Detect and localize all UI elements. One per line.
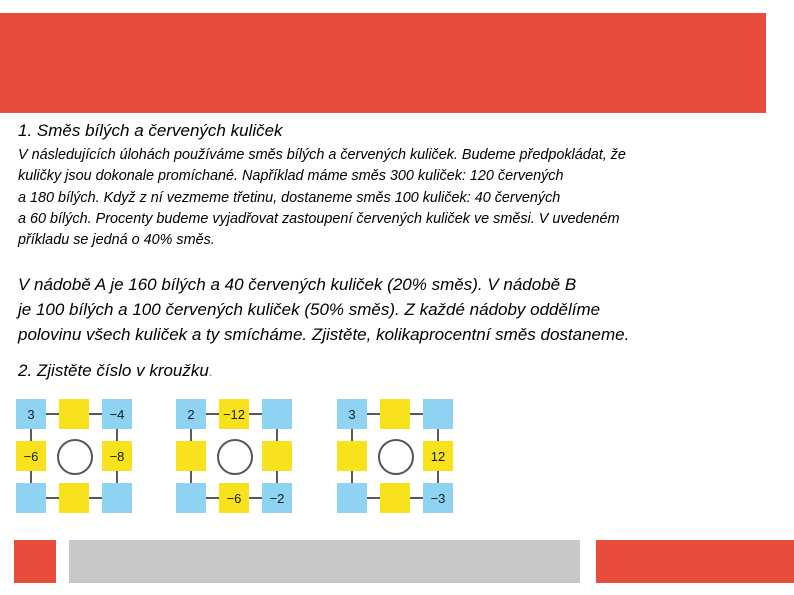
answer-circle[interactable] [57, 439, 93, 475]
footer-red-block-left [14, 540, 56, 583]
cell-bottom-mid [59, 483, 89, 513]
cell-bottom-left [16, 483, 46, 513]
cell-top-left: 3 [16, 399, 46, 429]
cell-bottom-mid: −6 [219, 483, 249, 513]
intro-paragraph [18, 145, 788, 251]
cell-bottom-right [102, 483, 132, 513]
cell-top-right [423, 399, 453, 429]
cell-bottom-right: −3 [423, 483, 453, 513]
cell-mid-right: −8 [102, 441, 132, 471]
section-heading: 1. Směs bílých a červených kuliček [18, 121, 283, 140]
cell-top-mid [59, 399, 89, 429]
intro-line: kuličky jsou dokonale promíchané. Například máme směs 300 kuliček: 120 červených [18, 168, 564, 185]
question-2 [18, 361, 214, 381]
intro-line: V následujících úlohách používáme směs bílých a červených kuliček. Budeme předpokládat, že [18, 147, 626, 163]
answer-circle[interactable] [217, 439, 253, 475]
task-paragraph [18, 272, 788, 347]
number-puzzle-2 [176, 399, 292, 513]
footer-gray-bar [69, 540, 580, 583]
cell-top-left: 2 [176, 399, 206, 429]
answer-circle[interactable] [378, 439, 414, 475]
header-banner [0, 13, 766, 113]
cell-top-right [262, 399, 292, 429]
cell-mid-left [176, 441, 206, 471]
cell-mid-right [262, 441, 292, 471]
cell-bottom-left [337, 483, 367, 513]
intro-line: příkladu se jedná o 40% směs. [18, 232, 215, 249]
footer-red-block-right [596, 540, 794, 583]
intro-line: a 180 bílých. Když z ní vezmeme třetinu, dostaneme směs 100 kuliček: 40 červených [18, 189, 561, 206]
question-2-text: 2. Zjistěte číslo v kroužku [18, 361, 209, 380]
cell-mid-left: −6 [16, 441, 46, 471]
cell-bottom-mid [380, 483, 410, 513]
number-puzzle-3 [337, 399, 453, 513]
cell-bottom-right: −2 [262, 483, 292, 513]
cell-top-mid [380, 399, 410, 429]
task-line: polovinu všech kuliček a ty smícháme. Zjistěte, kolikaprocentní směs dostaneme. [18, 325, 630, 344]
cell-bottom-left [176, 483, 206, 513]
cell-top-left: 3 [337, 399, 367, 429]
task-line: V nádobě A je 160 bílých a 40 červených kuliček (20% směs). V nádobě B [18, 275, 577, 294]
number-puzzle-1 [16, 399, 132, 513]
intro-line: a 60 bílých. Procenty budeme vyjadřovat zastoupení červených kuliček ve směsi. V uvedeném [18, 210, 620, 227]
task-line: je 100 bílých a 100 červených kuliček (50% směs). Z každé nádoby oddělíme [18, 300, 601, 319]
cell-mid-left [337, 441, 367, 471]
question-2-dot: . [208, 361, 214, 380]
cell-top-right: −4 [102, 399, 132, 429]
cell-top-mid: −12 [219, 399, 249, 429]
cell-mid-right: 12 [423, 441, 453, 471]
